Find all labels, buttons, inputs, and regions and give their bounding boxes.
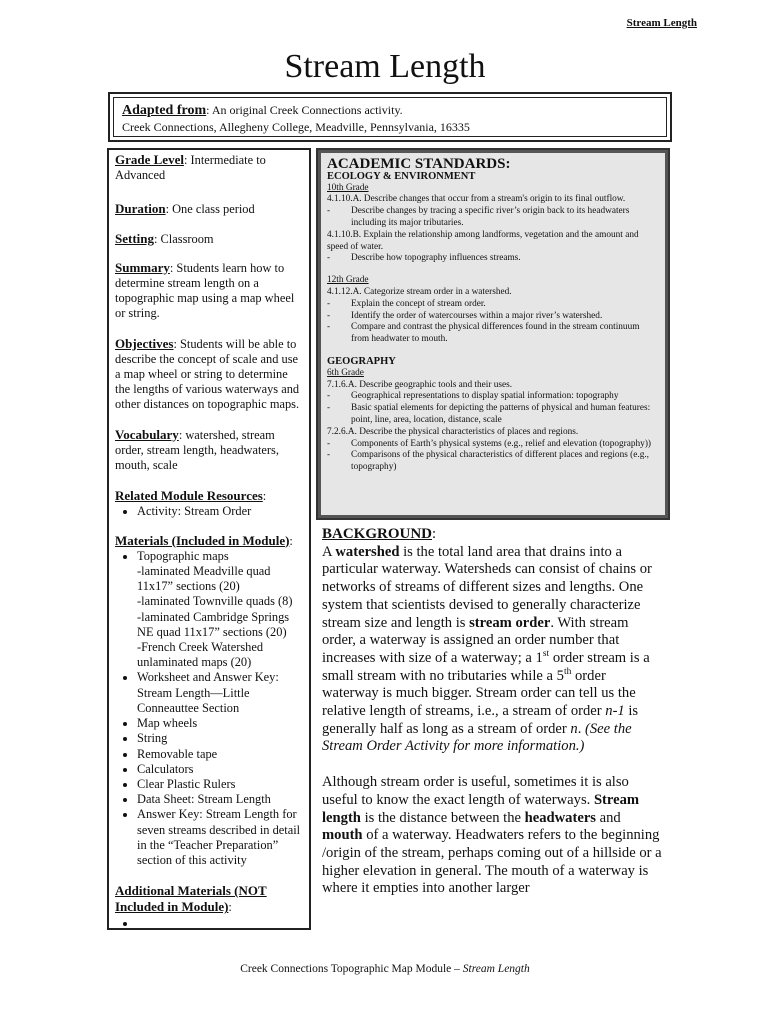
duration-value: : One class period — [165, 202, 255, 217]
list-item: • Map wheels — [137, 716, 303, 731]
list-item: • Worksheet and Answer Key: Stream Length—Little Conneauttee Section — [137, 670, 303, 716]
objectives-value: : Students will be able to describe the concept of scale and use a map wheel or string to determine the lengths of various waterways and other distances on topographic maps. — [115, 336, 300, 412]
background-paragraph-1: A watershed is the total land area that drains into a particular waterway. Watersheds can consist of chains or networks of streams of different sizes and lengths. One system that scientists devised to generally characterize stream size and length is stream order. With stream order, a waterway is assigned an order number that increases with size of a waterway; a 1st order stream is a small stream with no tributaries while a 5th order waterway is much bigger. Stream order can tell us the relative length of streams, i.e., a stream of order n-1 is generally half as long as a stream of order n. (See the Stream Order Activity for more information.) — [322, 543, 652, 755]
map-subitem: -laminated Townville quads (8) — [137, 594, 293, 609]
standard-subitem: - Identify the order of watercourses within a major river’s watershed. — [327, 311, 659, 323]
map-subitem: -French Creek Watershed unlaminated maps (20) — [137, 640, 264, 670]
list-item: • Data Sheet: Stream Length — [137, 792, 303, 807]
setting-value: : Classroom — [154, 231, 214, 246]
page-footer: Creek Connections Topographic Map Module – Stream Length — [240, 963, 530, 975]
grade-12-label: 12th Grade — [327, 275, 369, 286]
standard-item: 4.1.10.B. Explain the relationship among landforms, vegetation and the amount and speed of water. — [327, 229, 639, 252]
geography-heading: GEOGRAPHY — [327, 355, 396, 367]
adapted-line2: Creek Connections, Allegheny College, Meadville, Pennsylvania, 16335 — [122, 120, 470, 134]
additional-list — [115, 916, 303, 931]
standard-item: 7.1.6.A. Describe geographic tools and their uses. — [327, 379, 513, 390]
list-item — [137, 916, 303, 931]
vocabulary-label: Vocabulary — [115, 426, 179, 442]
standard-subitem: - Components of Earth’s physical systems (e.g., relief and elevation (topography)) — [327, 439, 659, 451]
standard-item: 4.1.10.A. Describe changes that occur from a stream's origin to its final outflow. — [327, 194, 626, 205]
standard-subitem: - Describe how topography influences streams. — [327, 253, 659, 265]
page-title: Stream Length — [284, 48, 486, 85]
related-list — [115, 504, 303, 519]
standard-subitem: - Describe changes by tracing a specific river’s origin back to its headwaters including its major tributaries. — [327, 206, 659, 230]
info-sidebar: Grade Level: Intermediate to Advanced Duration: One class period Setting: Classroom Summary: Students learn how to determine stream length on a topographic map using a map wheel or string. Objectives: Students will be able to describe the concept of scale and use a map wheel or string to determine the lengths of various waterways and other distances on topographic maps. Vocabulary: watershed, stream order, stream length, headwaters, mouth, scale Related Module Resources: • Activity: Stream Order Materials (Included in Module): • Topographic maps -laminated Meadville quad 11x17” sections (20) -laminated Townville quads (8) -laminated Cambridge Springs NE quad 11x17” sections (20) -French Creek Watershed unlaminated maps (20) • Worksheet and Answer Key: Stream Length—Little Conneauttee Section • Map wheels • String • Removable tape • Calculators • Clear Plastic Rulers • Data Sheet: Stream Length • Answer Key: Stream Length for seven streams described in detail in the “Teacher Preparation” section of this activity Additional Materials (NOT Included in Module): • — [107, 148, 311, 930]
background-section: BACKGROUND: A watershed is the total land area that drains into a particular waterway. Watersheds can consist of chains or networks of streams of different sizes and lengths. One system that scientists devised to generally characterize stream size and length is stream order. With stream order, a waterway is assigned an order number that increases with size of a waterway; a 1st order stream is a small stream with no tributaries while a 5th order waterway is much bigger. Stream order can tell us the relative length of streams, i.e., a stream of order n-1 is generally half as long as a stream of order n. (See the Stream Order Activity for more information.) Although stream order is useful, sometimes it is also useful to know the exact length of waterways. Stream length is the distance between the headwaters and mouth of a waterway. Headwaters refers to the beginning /origin of the stream, perhaps coming out of a hillside or a higher elevation in general. The mouth of a waterway is where it empties into another larger — [322, 526, 662, 897]
objectives-label: Objectives — [115, 335, 174, 351]
materials-label: Materials (Included in Module) — [115, 532, 290, 548]
standard-subitem: - Geographical representations to display spatial information: topography — [327, 391, 659, 403]
standards-heading: ACADEMIC STANDARDS: — [327, 156, 511, 172]
list-item: • Topographic maps -laminated Meadville quad 11x17” sections (20) -laminated Townville quads (8) -laminated Cambridge Springs NE quad 11x17” sections (20) -French Creek Watershed unlaminated maps (20) — [137, 549, 303, 671]
running-header: Stream Length — [626, 17, 697, 29]
list-item: • String — [137, 731, 303, 746]
standard-subitem: - Basic spatial elements for depicting the patterns of physical and human features: point, line, area, location, distance, scale — [327, 403, 659, 427]
list-item: • Removable tape — [137, 747, 303, 762]
adapted-text: : An original Creek Connections activity. — [206, 103, 403, 117]
standard-subitem: - Comparisons of the physical characteristics of different places and regions (e.g., topography) — [327, 450, 659, 474]
background-paragraph-2: Although stream order is useful, sometimes it is also useful to know the exact length of waterways. Stream length is the distance between the headwaters and mouth of a waterway. Headwaters refers to the beginning /origin of the stream, perhaps coming out of a hillside or a higher elevation in general. The mouth of a waterway is where it empties into another larger — [322, 774, 662, 897]
map-subitem: -laminated Meadville quad 11x17” sections (20) — [137, 564, 271, 594]
grade-label: Grade Level — [115, 152, 184, 167]
map-subitem: -laminated Cambridge Springs NE quad 11x17” sections (20) — [137, 609, 290, 639]
standard-subitem: - Compare and contrast the physical differences found in the stream continuum from headwater to mouth. — [327, 322, 659, 346]
setting-label: Setting — [115, 230, 154, 246]
list-item: • Calculators — [137, 762, 303, 777]
materials-list — [115, 549, 303, 868]
summary-value: : Students learn how to determine stream length on a topographic map using a map wheel or string. — [115, 260, 295, 321]
ecology-heading: ECOLOGY & ENVIRONMENT — [327, 170, 476, 182]
adapted-label: Adapted from — [122, 103, 207, 118]
grade-10-label: 10th Grade — [327, 182, 369, 193]
adapted-from-box — [108, 92, 672, 142]
grade-value: : Intermediate to Advanced — [115, 153, 266, 183]
list-item: • Clear Plastic Rulers — [137, 777, 303, 792]
background-heading: BACKGROUND — [322, 526, 433, 542]
related-label: Related Module Resources — [115, 488, 263, 504]
standard-item: 7.2.6.A. Describe the physical characteristics of places and regions. — [327, 426, 579, 437]
grade-6-label: 6th Grade — [327, 367, 364, 378]
duration-label: Duration — [115, 201, 166, 217]
standard-item: 4.1.12.A. Categorize stream order in a watershed. — [327, 286, 512, 297]
vocabulary-value: : watershed, stream order, stream length, headwaters, mouth, scale — [115, 427, 279, 473]
academic-standards-box — [316, 148, 670, 520]
list-item: • Activity: Stream Order — [137, 504, 303, 519]
summary-label: Summary — [115, 259, 170, 275]
additional-label: Additional Materials (NOT Included in Module) — [115, 883, 267, 915]
standard-subitem: - Explain the concept of stream order. — [327, 299, 659, 311]
list-item: • Answer Key: Stream Length for seven streams described in detail in the “Teacher Preparation” section of this activity — [137, 807, 303, 868]
